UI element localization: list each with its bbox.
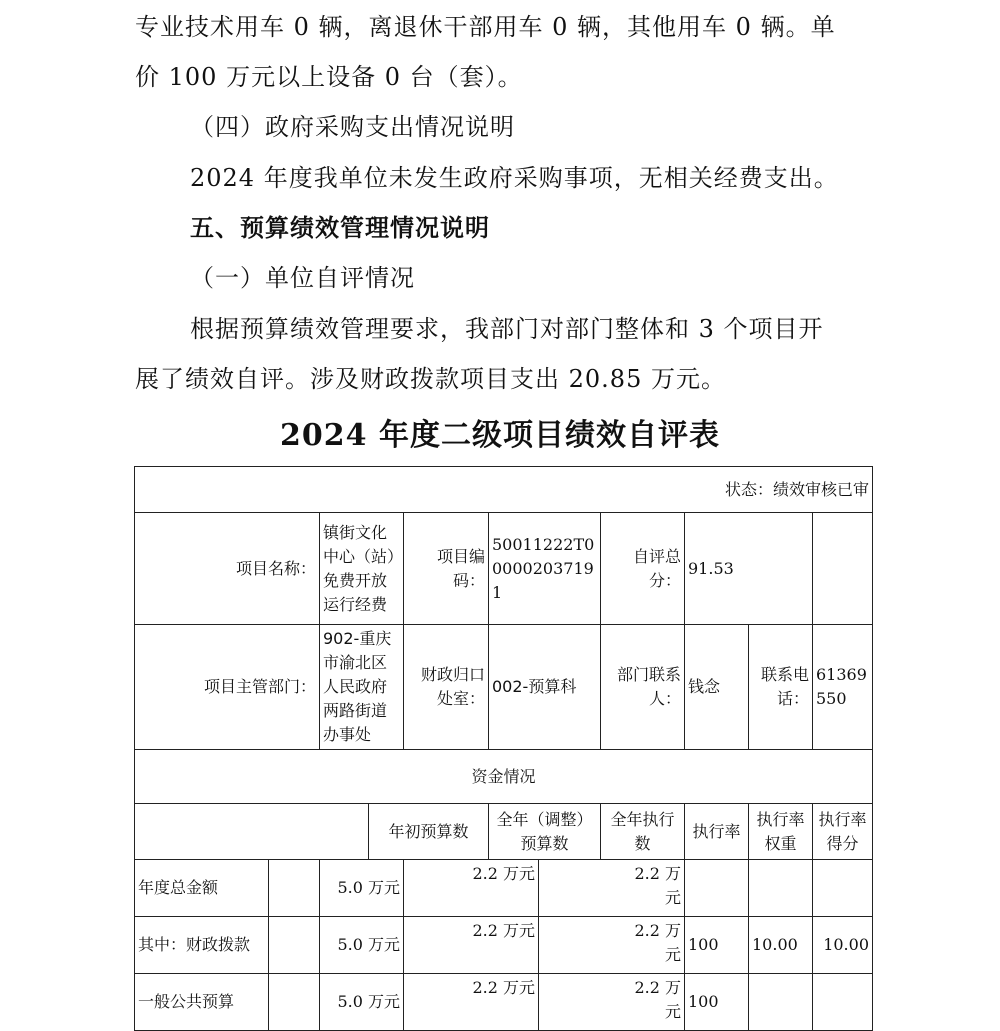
col-score: 执行率得分 [813,804,873,860]
adjusted-value: 2.2 万元 [404,917,539,974]
col-rate: 执行率 [685,804,749,860]
self-score-label: 自评总分： [601,513,685,625]
table-row [135,917,873,974]
project-name: 镇街文化中心（站）免费开放运行经费 [320,513,404,625]
executed-value: 2.2 万元 [539,860,685,917]
contact-label: 部门联系人： [601,625,685,750]
row-label: 年度总金额 [135,860,269,917]
status-badge: 状态：绩效审核已审 [135,467,873,513]
weight-value [749,974,813,1031]
finance-label: 财政归口处室： [404,625,489,750]
dept-label: 项目主管部门： [135,625,320,750]
table-row [135,860,873,917]
table-row [135,750,873,804]
empty-cell [135,804,369,860]
column-header-row [135,804,873,860]
initial-value: 5.0 万元 [320,917,404,974]
adjusted-value: 2.2 万元 [404,860,539,917]
table-row [135,513,873,625]
table-row [135,974,873,1031]
empty-cell [813,513,873,625]
initial-value: 5.0 万元 [320,860,404,917]
row-label: 其中：财政拨款 [135,917,269,974]
adjusted-value: 2.2 万元 [404,974,539,1031]
empty-cell [269,974,320,1031]
project-code-label: 项目编码： [404,513,489,625]
rate-value [685,860,749,917]
project-name-label: 项目名称： [135,513,320,625]
status-row [135,467,873,513]
executed-value: 2.2 万元 [539,974,685,1031]
initial-value: 5.0 万元 [320,974,404,1031]
paragraph-line: 价 100 万元以上设备 0 台（套）。 [135,63,523,91]
executed-value: 2.2 万元 [539,917,685,974]
self-score: 91.53 [685,513,813,625]
finance-office: 002-预算科 [489,625,601,750]
empty-cell [269,917,320,974]
col-executed: 全年执行数 [601,804,685,860]
funds-header: 资金情况 [135,750,873,804]
section-heading: 五、预算绩效管理情况说明 [190,213,490,242]
score-value [813,860,873,917]
section-heading: （四）政府采购支出情况说明 [190,113,515,141]
row-label: 一般公共预算 [135,974,269,1031]
weight-value [749,860,813,917]
contact-name: 钱念 [685,625,749,750]
phone: 61369550 [813,625,873,750]
paragraph-line: 展了绩效自评。涉及财政拨款项目支出 20.85 万元。 [135,365,726,393]
table-title: 2024 年度二级项目绩效自评表 [280,418,720,453]
table-row [135,625,873,750]
paragraph-line: 根据预算绩效管理要求，我部门对部门整体和 3 个项目开 [190,315,824,343]
empty-cell [269,860,320,917]
phone-label: 联系电话： [749,625,813,750]
rate-value: 100 [685,974,749,1031]
paragraph-line: 专业技术用车 0 辆，离退休干部用车 0 辆，其他用车 0 辆。单 [135,13,836,41]
score-value: 10.00 [813,917,873,974]
subsection-heading: （一）单位自评情况 [190,264,415,292]
col-initial: 年初预算数 [369,804,489,860]
col-weight: 执行率权重 [749,804,813,860]
dept: 902-重庆市渝北区人民政府两路街道办事处 [320,625,404,750]
score-value [813,974,873,1031]
col-adjusted: 全年（调整）预算数 [489,804,601,860]
performance-table [134,466,873,1031]
weight-value: 10.00 [749,917,813,974]
project-code: 50011222T000002037191 [489,513,601,625]
paragraph-line: 2024 年度我单位未发生政府采购事项，无相关经费支出。 [190,164,839,192]
rate-value: 100 [685,917,749,974]
